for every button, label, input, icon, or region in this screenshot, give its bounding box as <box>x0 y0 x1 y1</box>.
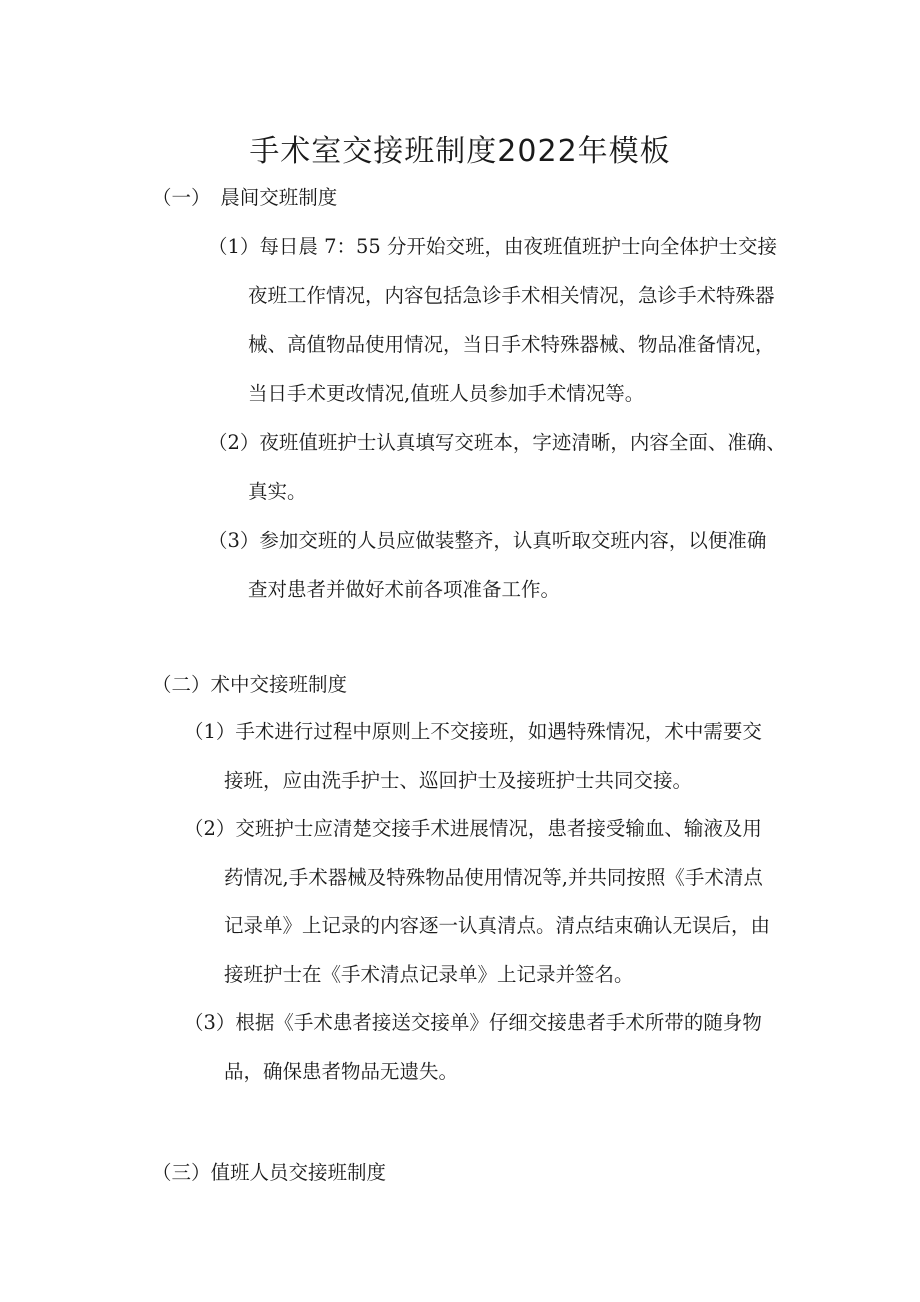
item-line: 当日手术更改情况,值班人员参加手术情况等。 <box>248 382 645 405</box>
item-line: 械、高值物品使用情况，当日手术特殊器械、物品准备情况， <box>248 333 775 356</box>
item-line: 药情况,手术器械及特殊物品使用情况等,并共同按照《手术清点 <box>224 866 763 889</box>
item-line: 品，确保患者物品无遗失。 <box>224 1060 459 1083</box>
item-line: 夜班工作情况，内容包括急诊手术相关情况，急诊手术特殊器 <box>248 284 775 307</box>
document-title: 手术室交接班制度2022年模板 <box>249 134 671 170</box>
item-line: （1）手术进行过程中原则上不交接班，如遇特殊情况，术中需要交 <box>184 720 762 743</box>
item-line: 接班护士在《手术清点记录单》上记录并签名。 <box>224 963 634 986</box>
section-heading-2: （二）术中交接班制度 <box>152 673 348 696</box>
item-line: 查对患者并做好术前各项准备工作。 <box>248 578 561 601</box>
section-heading-3: （三）值班人员交接班制度 <box>152 1161 387 1184</box>
item-line: 接班，应由洗手护士、巡回护士及接班护士共同交接。 <box>224 769 693 792</box>
item-line: （3）参加交班的人员应做装整齐，认真听取交班内容，以便准确 <box>208 529 767 552</box>
item-line: （2）交班护士应清楚交接手术进展情况，患者接受输血、输液及用 <box>184 817 762 840</box>
item-line: 记录单》上记录的内容逐一认真清点。清点结束确认无误后，由 <box>224 914 771 937</box>
section-heading-1: （一） 晨间交班制度 <box>152 186 338 209</box>
item-line: （3）根据《手术患者接送交接单》仔细交接患者手术所带的随身物 <box>184 1011 762 1034</box>
item-line: 真实。 <box>248 480 307 503</box>
item-line: （1）每日晨 7：55 分开始交班，由夜班值班护士向全体护士交接 <box>208 235 778 258</box>
item-line: （2）夜班值班护士认真填写交班本，字迹清晰，内容全面、准确、 <box>208 431 786 454</box>
